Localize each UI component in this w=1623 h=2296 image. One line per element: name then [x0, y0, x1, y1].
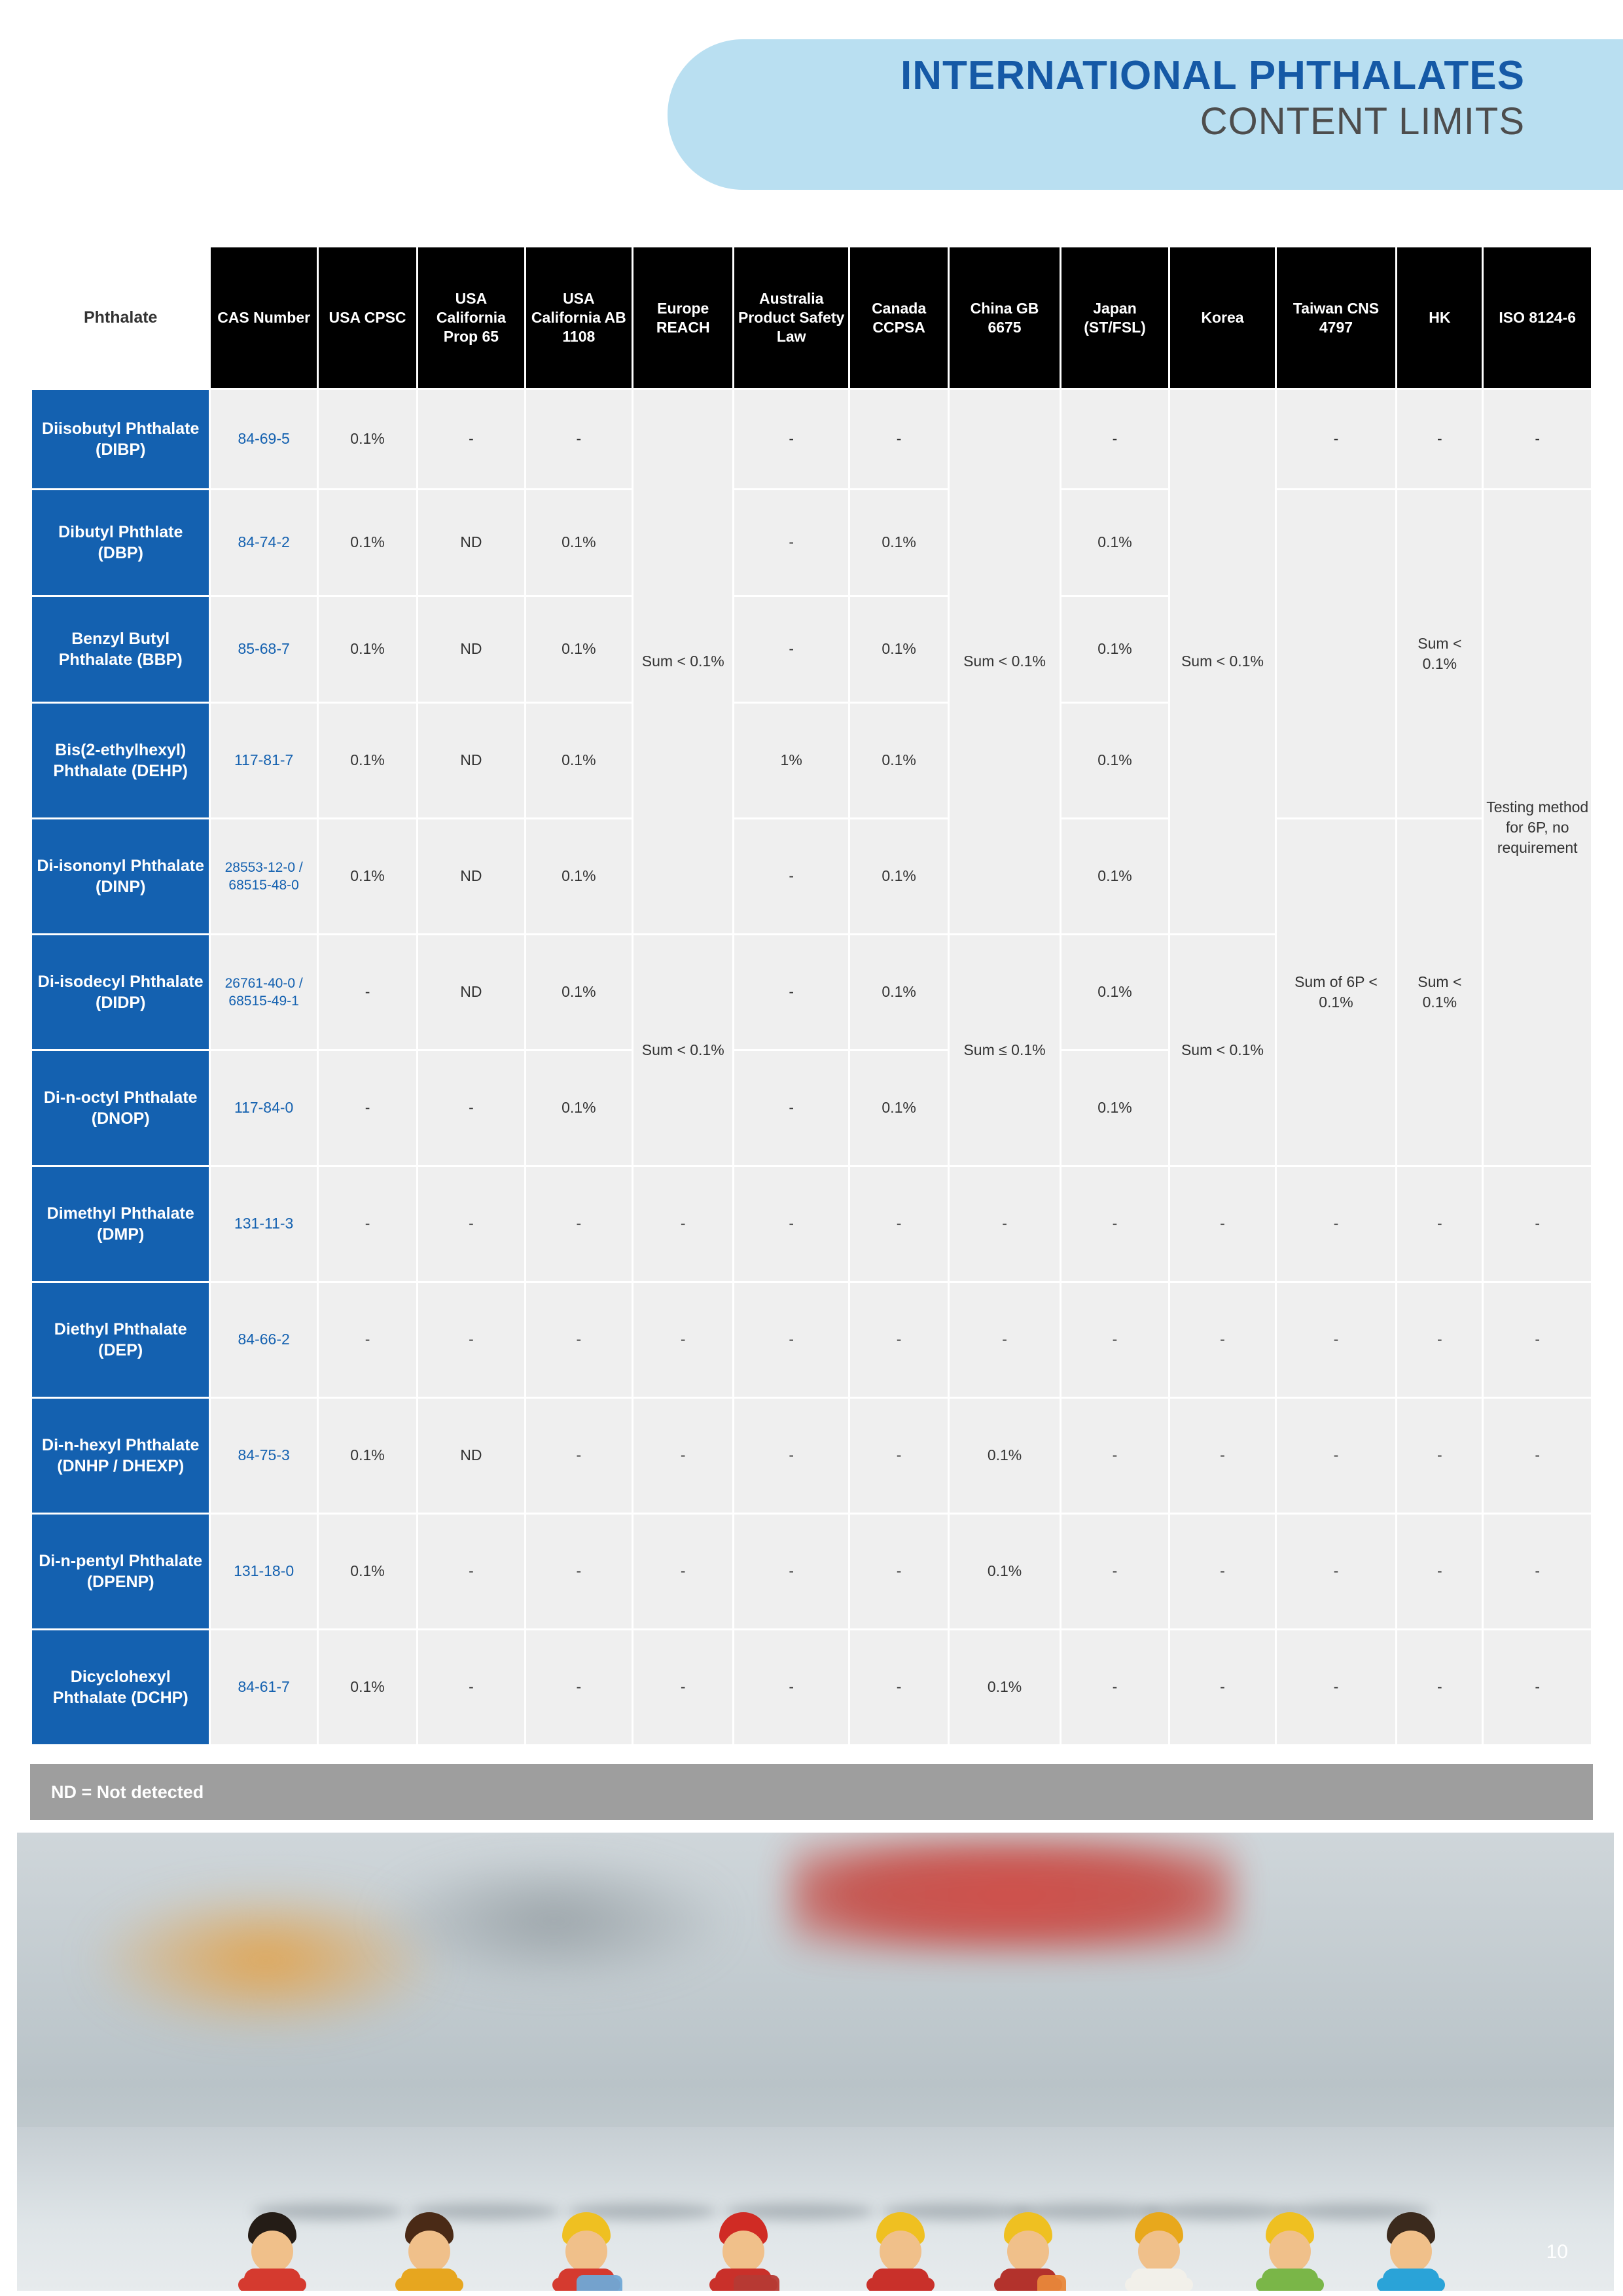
- row-name-dbp: Dibutyl Phthlate (DBP): [32, 490, 209, 595]
- row-name-dehp: Bis(2-ethylhexyl) Phthalate (DEHP): [32, 704, 209, 817]
- cell-china-merged-upper: Sum < 0.1%: [950, 390, 1060, 933]
- cell-canada-dnop: 0.1%: [850, 1051, 948, 1165]
- cell-canada-dnhp: -: [850, 1399, 948, 1513]
- cell-cas-dchp: 84-61-7: [211, 1630, 316, 1744]
- cell-iso-note: Testing method for 6P, no requirement: [1484, 490, 1591, 1165]
- cell-prop65-dchp: -: [418, 1630, 524, 1744]
- cell-japan-dmp: -: [1061, 1167, 1168, 1281]
- cell-ab1108-bbp: 0.1%: [526, 597, 632, 702]
- cell-prop65-dnhp: ND: [418, 1399, 524, 1513]
- cell-cpsc-dep: -: [319, 1283, 416, 1397]
- toy-body: [1262, 2269, 1318, 2291]
- table-row: [32, 1399, 1591, 1513]
- table-row: [32, 819, 1591, 933]
- cell-iso-dep: -: [1484, 1283, 1591, 1397]
- cell-taiwan-6p-sum: Sum of 6P < 0.1%: [1277, 819, 1396, 1165]
- cell-japan-bbp: 0.1%: [1061, 597, 1168, 702]
- cell-taiwan-dnhp: -: [1277, 1399, 1396, 1513]
- row-name-dnhp: Di-n-hexyl Phthalate (DNHP / DHEXP): [32, 1399, 209, 1513]
- cell-hk-dpenp: -: [1397, 1515, 1482, 1628]
- cell-australia-dbp: -: [734, 490, 848, 595]
- cell-cpsc-didp: -: [319, 935, 416, 1049]
- cell-taiwan-dchp: -: [1277, 1630, 1396, 1744]
- row-name-dinp: Di-isononyl Phthalate (DINP): [32, 819, 209, 933]
- cell-hk-dmp: -: [1397, 1167, 1482, 1281]
- cell-korea-dpenp: -: [1170, 1515, 1274, 1628]
- cell-canada-dehp: 0.1%: [850, 704, 948, 817]
- cell-taiwan-dep: -: [1277, 1283, 1396, 1397]
- cell-australia-didp: -: [734, 935, 848, 1049]
- cell-canada-didp: 0.1%: [850, 935, 948, 1049]
- cell-ab1108-dchp: -: [526, 1630, 632, 1744]
- cell-china-dchp: 0.1%: [950, 1630, 1060, 1744]
- cell-iso-dpenp: -: [1484, 1515, 1591, 1628]
- cell-australia-dchp: -: [734, 1630, 848, 1744]
- cell-ab1108-dnhp: -: [526, 1399, 632, 1513]
- cell-korea-dmp: -: [1170, 1167, 1274, 1281]
- col-header-taiwan-cns4797: Taiwan CNS 4797: [1277, 247, 1396, 388]
- cell-prop65-dbp: ND: [418, 490, 524, 595]
- cell-prop65-dehp: ND: [418, 704, 524, 817]
- toy-head: [1138, 2231, 1180, 2272]
- toy-head: [1269, 2231, 1311, 2272]
- cell-japan-dehp: 0.1%: [1061, 704, 1168, 817]
- cell-china-dpenp: 0.1%: [950, 1515, 1060, 1628]
- cell-ab1108-dpenp: -: [526, 1515, 632, 1628]
- toy-body: [1383, 2269, 1439, 2291]
- cell-canada-dep: -: [850, 1283, 948, 1397]
- cell-japan-dep: -: [1061, 1283, 1168, 1397]
- cell-europe-dep: -: [633, 1283, 732, 1397]
- cell-canada-dbp: 0.1%: [850, 490, 948, 595]
- cell-cpsc-dnop: -: [319, 1051, 416, 1165]
- cell-prop65-dpenp: -: [418, 1515, 524, 1628]
- col-header-europe-reach: Europe REACH: [633, 247, 732, 388]
- cell-hk-dep: -: [1397, 1283, 1482, 1397]
- cell-korea-dep: -: [1170, 1283, 1274, 1397]
- col-header-china-gb6675: China GB 6675: [950, 247, 1060, 388]
- toy-backpack: [1037, 2275, 1066, 2291]
- cell-ab1108-dehp: 0.1%: [526, 704, 632, 817]
- cell-hk-merged-upper: Sum < 0.1%: [1397, 490, 1482, 817]
- cell-taiwan-dpenp: -: [1277, 1515, 1396, 1628]
- cell-australia-dep: -: [734, 1283, 848, 1397]
- cell-cpsc-dnhp: 0.1%: [319, 1399, 416, 1513]
- toy-body: [401, 2269, 457, 2291]
- cell-china-dep: -: [950, 1283, 1060, 1397]
- toy-head: [880, 2231, 921, 2272]
- cell-iso-dmp: -: [1484, 1167, 1591, 1281]
- cell-japan-dnhp: -: [1061, 1399, 1168, 1513]
- cell-cpsc-dibp: 0.1%: [319, 390, 416, 488]
- cell-australia-dinp: -: [734, 819, 848, 933]
- page-subtitle: CONTENT LIMITS: [1200, 100, 1525, 143]
- cell-cas-dnop: 117-84-0: [211, 1051, 316, 1165]
- photo-bokeh-grey: [383, 1859, 724, 1983]
- cell-japan-dinp: 0.1%: [1061, 819, 1168, 933]
- table-row: [32, 1515, 1591, 1628]
- cell-ab1108-dinp: 0.1%: [526, 819, 632, 933]
- col-header-iso-8124-6: ISO 8124-6: [1484, 247, 1591, 388]
- photo-bokeh-red: [789, 1839, 1234, 1950]
- row-name-dnop: Di-n-octyl Phthalate (DNOP): [32, 1051, 209, 1165]
- row-name-didp: Di-isodecyl Phthalate (DIDP): [32, 935, 209, 1049]
- cell-cas-didp: 26761-40-0 / 68515-49-1: [211, 935, 316, 1049]
- cell-europe-dchp: -: [633, 1630, 732, 1744]
- cell-ab1108-dnop: 0.1%: [526, 1051, 632, 1165]
- toy-head: [722, 2231, 764, 2272]
- cell-hk-dchp: -: [1397, 1630, 1482, 1744]
- cell-cpsc-dbp: 0.1%: [319, 490, 416, 595]
- cell-hk-merged-lower: Sum < 0.1%: [1397, 819, 1482, 1165]
- row-name-dep: Diethyl Phthalate (DEP): [32, 1283, 209, 1397]
- table-header-row: [32, 247, 1591, 388]
- cell-prop65-dnop: -: [418, 1051, 524, 1165]
- cell-australia-dpenp: -: [734, 1515, 848, 1628]
- cell-cpsc-bbp: 0.1%: [319, 597, 416, 702]
- cell-korea-dnhp: -: [1170, 1399, 1274, 1513]
- cell-europe-dpenp: -: [633, 1515, 732, 1628]
- cell-japan-dchp: -: [1061, 1630, 1168, 1744]
- table-footnote: ND = Not detected: [30, 1764, 1593, 1820]
- phthalates-limits-table: [30, 245, 1593, 1746]
- col-header-usa-cpsc: USA CPSC: [319, 247, 416, 388]
- cell-japan-dnop: 0.1%: [1061, 1051, 1168, 1165]
- cell-cas-dehp: 117-81-7: [211, 704, 316, 817]
- cell-cas-dmp: 131-11-3: [211, 1167, 316, 1281]
- cell-ab1108-dibp: -: [526, 390, 632, 488]
- cell-australia-dibp: -: [734, 390, 848, 488]
- cell-cpsc-dmp: -: [319, 1167, 416, 1281]
- decorative-photo-toy-figures: [17, 1833, 1614, 2291]
- page-title: INTERNATIONAL PHTHALATES: [901, 53, 1525, 98]
- row-name-dchp: Dicyclohexyl Phthalate (DCHP): [32, 1630, 209, 1744]
- cell-europe-dmp: -: [633, 1167, 732, 1281]
- cell-europe-merged-lower: Sum < 0.1%: [633, 935, 732, 1165]
- toy-body: [1131, 2269, 1187, 2291]
- cell-ab1108-didp: 0.1%: [526, 935, 632, 1049]
- table-row: [32, 390, 1591, 488]
- cell-cas-dpenp: 131-18-0: [211, 1515, 316, 1628]
- cell-australia-bbp: -: [734, 597, 848, 702]
- table-row: [32, 1630, 1591, 1744]
- cell-prop65-didp: ND: [418, 935, 524, 1049]
- cell-taiwan-dmp: -: [1277, 1167, 1396, 1281]
- toy-head: [251, 2231, 293, 2272]
- table-row: [32, 1167, 1591, 1281]
- header-text-block: [668, 52, 1584, 145]
- cell-cpsc-dchp: 0.1%: [319, 1630, 416, 1744]
- cell-prop65-bbp: ND: [418, 597, 524, 702]
- cell-canada-bbp: 0.1%: [850, 597, 948, 702]
- cell-cpsc-dpenp: 0.1%: [319, 1515, 416, 1628]
- cell-cas-dinp: 28553-12-0 / 68515-48-0: [211, 819, 316, 933]
- cell-cas-dnhp: 84-75-3: [211, 1399, 316, 1513]
- col-header-cas-number: CAS Number: [211, 247, 316, 388]
- cell-europe-merged-upper: Sum < 0.1%: [633, 390, 732, 933]
- cell-ab1108-dep: -: [526, 1283, 632, 1397]
- col-header-phthalate: Phthalate: [32, 247, 209, 388]
- col-header-usa-ca-prop65: USA California Prop 65: [418, 247, 524, 388]
- row-name-dibp: Diisobutyl Phthalate (DIBP): [32, 390, 209, 488]
- phthalates-table-wrapper: [30, 245, 1593, 1746]
- col-header-hk: HK: [1397, 247, 1482, 388]
- cell-australia-dnhp: -: [734, 1399, 848, 1513]
- cell-canada-dibp: -: [850, 390, 948, 488]
- row-name-dmp: Dimethyl Phthalate (DMP): [32, 1167, 209, 1281]
- cell-prop65-dibp: -: [418, 390, 524, 488]
- cell-canada-dinp: 0.1%: [850, 819, 948, 933]
- cell-china-dmp: -: [950, 1167, 1060, 1281]
- cell-canada-dchp: -: [850, 1630, 948, 1744]
- cell-korea-dchp: -: [1170, 1630, 1274, 1744]
- cell-cas-dibp: 84-69-5: [211, 390, 316, 488]
- cell-iso-dibp: -: [1484, 390, 1591, 488]
- cell-australia-dmp: -: [734, 1167, 848, 1281]
- cell-japan-dibp: -: [1061, 390, 1168, 488]
- cell-korea-merged-lower: Sum < 0.1%: [1170, 935, 1274, 1165]
- cell-japan-didp: 0.1%: [1061, 935, 1168, 1049]
- col-header-japan: Japan (ST/FSL): [1061, 247, 1168, 388]
- cell-iso-dnhp: -: [1484, 1399, 1591, 1513]
- page-number: 10: [1546, 2241, 1568, 2263]
- table-row: [32, 490, 1591, 595]
- cell-iso-dchp: -: [1484, 1630, 1591, 1744]
- cell-taiwan-dibp: -: [1277, 390, 1396, 488]
- toy-head: [1390, 2231, 1432, 2272]
- toy-body: [244, 2269, 300, 2291]
- cell-hk-dibp: -: [1397, 390, 1482, 488]
- cell-hk-dnhp: -: [1397, 1399, 1482, 1513]
- toy-backpack: [577, 2275, 622, 2291]
- toy-head: [565, 2231, 607, 2272]
- cell-australia-dnop: -: [734, 1051, 848, 1165]
- row-name-bbp: Benzyl Butyl Phthalate (BBP): [32, 597, 209, 702]
- cell-china-dnhp: 0.1%: [950, 1399, 1060, 1513]
- cell-china-merged-lower: Sum ≤ 0.1%: [950, 935, 1060, 1165]
- cell-ab1108-dmp: -: [526, 1167, 632, 1281]
- cell-prop65-dmp: -: [418, 1167, 524, 1281]
- toy-head: [408, 2231, 450, 2272]
- toy-body: [872, 2269, 929, 2291]
- col-header-korea: Korea: [1170, 247, 1274, 388]
- cell-canada-dpenp: -: [850, 1515, 948, 1628]
- cell-cas-dep: 84-66-2: [211, 1283, 316, 1397]
- cell-japan-dbp: 0.1%: [1061, 490, 1168, 595]
- toy-backpack: [734, 2275, 779, 2291]
- cell-cpsc-dehp: 0.1%: [319, 704, 416, 817]
- cell-cas-bbp: 85-68-7: [211, 597, 316, 702]
- cell-australia-dehp: 1%: [734, 704, 848, 817]
- cell-ab1108-dbp: 0.1%: [526, 490, 632, 595]
- cell-canada-dmp: -: [850, 1167, 948, 1281]
- row-name-dpenp: Di-n-pentyl Phthalate (DPENP): [32, 1515, 209, 1628]
- toy-head: [1007, 2231, 1049, 2272]
- cell-taiwan-merged-upper: [1277, 490, 1396, 817]
- col-header-canada-ccpsa: Canada CCPSA: [850, 247, 948, 388]
- col-header-australia: Australia Product Safety Law: [734, 247, 848, 388]
- cell-japan-dpenp: -: [1061, 1515, 1168, 1628]
- cell-cpsc-dinp: 0.1%: [319, 819, 416, 933]
- cell-europe-dnhp: -: [633, 1399, 732, 1513]
- col-header-usa-ca-ab1108: USA California AB 1108: [526, 247, 632, 388]
- table-row: [32, 1283, 1591, 1397]
- cell-prop65-dep: -: [418, 1283, 524, 1397]
- cell-korea-merged-upper: Sum < 0.1%: [1170, 390, 1274, 933]
- cell-prop65-dinp: ND: [418, 819, 524, 933]
- cell-cas-dbp: 84-74-2: [211, 490, 316, 595]
